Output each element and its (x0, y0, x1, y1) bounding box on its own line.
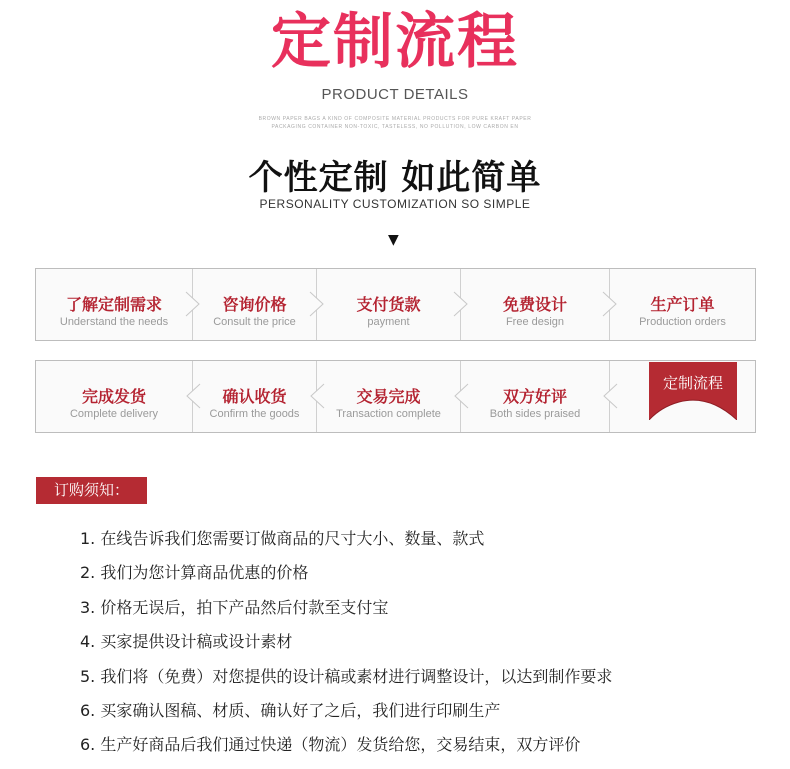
step-subtitle: Consult the price (213, 316, 296, 328)
chevron-right-icon (309, 291, 325, 317)
process-step (461, 269, 610, 340)
step-subtitle: Complete delivery (69, 408, 159, 420)
step-subtitle: Free design (505, 316, 565, 328)
process-row-2 (35, 360, 756, 433)
step-title: 咨询价格 (222, 295, 287, 314)
slogan-heading: 个性定制 如此简单 (248, 158, 542, 198)
page-title: 定制流程 (271, 7, 519, 77)
step-title: 了解定制需求 (65, 295, 162, 314)
fine-print-line-1: BROWN PAPER BAGS A KIND OF COMPOSITE MATERIAL PRODUCTS FOR PURE KRAFT PAPER (258, 116, 532, 122)
chevron-left-icon (309, 383, 325, 409)
chevron-right-icon (185, 291, 201, 317)
step-title: 确认收货 (222, 387, 287, 406)
step-title: 免费设计 (502, 295, 567, 314)
step-title: 双方好评 (502, 387, 567, 406)
process-ribbon (649, 362, 737, 420)
list-item: 5. 我们将（免费）对您提供的设计稿或素材进行调整设计，以达到制作要求 (80, 666, 613, 686)
ribbon-label: 定制流程 (662, 374, 723, 392)
notice-title: 订购须知： (36, 477, 147, 504)
step-subtitle: Understand the needs (59, 316, 169, 328)
process-step (193, 361, 317, 432)
chevron-left-icon (453, 383, 469, 409)
step-title: 交易完成 (356, 387, 421, 406)
list-item: 6. 生产好商品后我们通过快递（物流）发货给您，交易结束，双方评价 (80, 735, 581, 755)
fine-print-line-2: PACKAGING CONTAINER NON-TOXIC, TASTELESS, NO POLLUTION, LOW CARBON EN (271, 124, 519, 130)
process-step (610, 269, 755, 340)
arrow-down-icon: ▼ (388, 232, 399, 248)
process-step (36, 269, 193, 340)
step-subtitle: payment (367, 316, 410, 328)
step-title: 生产订单 (650, 295, 715, 314)
process-step (193, 269, 317, 340)
notice-list (80, 528, 612, 769)
step-subtitle: Confirm the goods (209, 408, 300, 420)
process-step (36, 361, 193, 432)
step-title: 完成发货 (81, 387, 146, 406)
list-item: 4. 买家提供设计稿或设计素材 (80, 632, 293, 652)
process-step (317, 269, 461, 340)
process-step (461, 361, 610, 432)
chevron-right-icon (453, 291, 469, 317)
process-row-1 (35, 268, 756, 341)
list-item: 3. 价格无误后，拍下产品然后付款至支付宝 (80, 597, 389, 617)
step-subtitle: Both sides praised (489, 408, 581, 420)
slogan-english: PERSONALITY CUSTOMIZATION SO SIMPLE (259, 197, 531, 211)
chevron-right-icon (602, 291, 618, 317)
page-subtitle: PRODUCT DETAILS (321, 86, 469, 103)
list-item: 1. 在线告诉我们您需要订做商品的尺寸大小、数量、款式 (80, 529, 485, 548)
list-item: 2. 我们为您计算商品优惠的价格 (80, 563, 309, 583)
list-item: 6. 买家确认图稿、材质、确认好了之后，我们进行印刷生产 (80, 700, 501, 720)
chevron-left-icon (602, 383, 618, 409)
step-subtitle: Transaction complete (336, 408, 441, 420)
step-subtitle: Production orders (639, 316, 726, 328)
step-title: 支付货款 (356, 295, 421, 314)
chevron-left-icon (185, 383, 201, 409)
process-step (317, 361, 461, 432)
